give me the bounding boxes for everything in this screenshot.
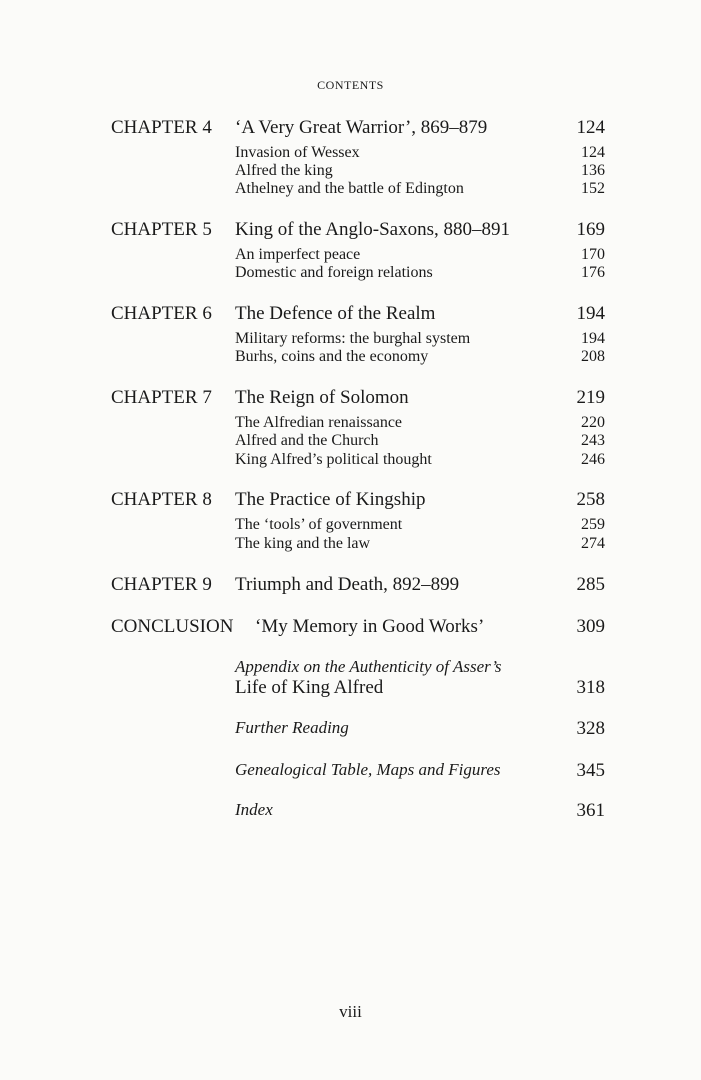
page-header: CONTENTS xyxy=(317,78,384,92)
chapter-page: 258 xyxy=(576,489,605,510)
section-page: 243 xyxy=(581,432,605,449)
conclusion-title: ‘My Memory in Good Works’ xyxy=(255,616,485,637)
section-title: Domestic and foreign relations xyxy=(235,264,433,281)
section-page: 259 xyxy=(581,516,605,533)
chapter-label: CHAPTER 4 xyxy=(111,117,212,138)
chapter-page: 219 xyxy=(576,387,605,408)
conclusion-page: 309 xyxy=(576,616,605,637)
chapter-label: CHAPTER 6 xyxy=(111,303,212,324)
section-page: 208 xyxy=(581,348,605,365)
section-title: Invasion of Wessex xyxy=(235,144,360,161)
section-title: Alfred and the Church xyxy=(235,432,379,449)
page-number: viii xyxy=(339,1002,362,1021)
index-title: Index xyxy=(235,800,273,819)
chapter-page: 285 xyxy=(576,574,605,595)
appendix-page: 318 xyxy=(576,677,605,698)
section-page: 246 xyxy=(581,451,605,468)
section-title: An imperfect peace xyxy=(235,246,361,263)
section-page: 136 xyxy=(581,162,605,179)
chapter-page: 124 xyxy=(576,117,605,138)
section-title: King Alfred’s political thought xyxy=(235,451,432,468)
section-title: Alfred the king xyxy=(235,162,333,179)
section-title: The Alfredian renaissance xyxy=(235,414,403,431)
section-page: 170 xyxy=(581,246,605,263)
section-page: 194 xyxy=(581,330,605,347)
chapter-title: Triumph and Death, 892–899 xyxy=(235,574,460,595)
chapter-label: CHAPTER 9 xyxy=(111,574,212,595)
chapter-label: CHAPTER 7 xyxy=(111,387,212,408)
chapter-title: The Defence of the Realm xyxy=(235,303,436,324)
further-reading-title: Further Reading xyxy=(235,718,349,737)
section-page: 274 xyxy=(581,535,605,552)
genealogical-title: Genealogical Table, Maps and Figures xyxy=(235,760,501,779)
chapter-title: The Reign of Solomon xyxy=(235,387,409,408)
section-page: 176 xyxy=(581,264,605,281)
section-page: 124 xyxy=(581,144,605,161)
chapter-page: 194 xyxy=(576,303,605,324)
chapter-label: CHAPTER 5 xyxy=(111,219,212,240)
chapter-label: CHAPTER 8 xyxy=(111,489,212,510)
chapter-page: 169 xyxy=(576,219,605,240)
chapter-title: ‘A Very Great Warrior’, 869–879 xyxy=(235,117,488,138)
section-title: Military reforms: the burghal system xyxy=(235,330,471,347)
conclusion-label: CONCLUSION xyxy=(111,616,234,637)
index-page: 361 xyxy=(576,800,605,821)
further-reading-page: 328 xyxy=(576,718,605,739)
section-title: Athelney and the battle of Edington xyxy=(235,180,464,197)
chapter-title: King of the Anglo-Saxons, 880–891 xyxy=(235,219,510,240)
section-title: Burhs, coins and the economy xyxy=(235,348,429,365)
appendix-title-line1: Appendix on the Authenticity of Asser’s xyxy=(235,657,502,676)
appendix-title-line2: Life of King Alfred xyxy=(235,677,384,698)
genealogical-page: 345 xyxy=(576,760,605,781)
section-page: 152 xyxy=(581,180,605,197)
chapter-title: The Practice of Kingship xyxy=(235,489,426,510)
section-page: 220 xyxy=(581,414,605,431)
section-title: The king and the law xyxy=(235,535,371,552)
section-title: The ‘tools’ of government xyxy=(235,516,403,533)
